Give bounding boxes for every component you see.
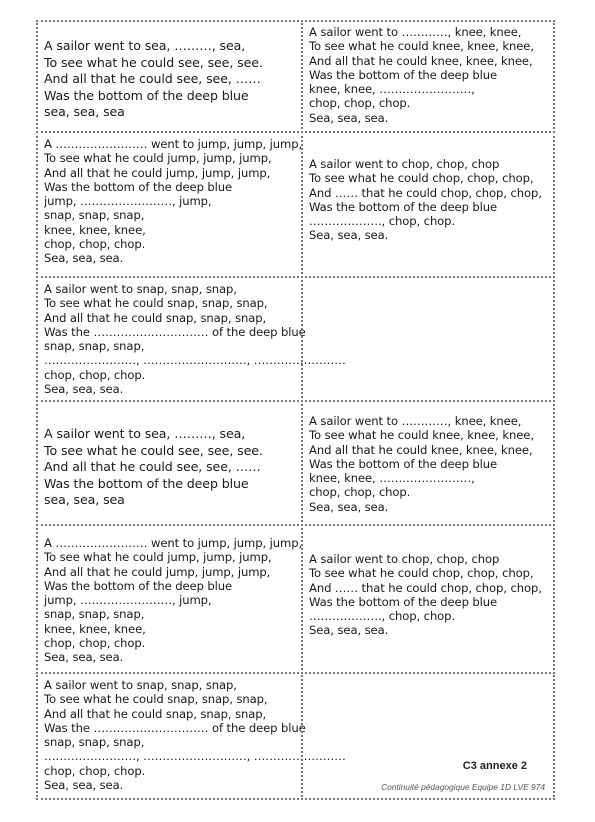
verse-card-sea xyxy=(36,400,303,526)
credit-line: Continuité pédagogique Equipe 1D LVE 974 xyxy=(381,782,545,792)
verse-line: Was the ………………………… of the deep blue xyxy=(44,720,306,735)
verse-line: Was the bottom of the deep blue xyxy=(44,475,249,491)
verse-line: To see what he could see, see, see. xyxy=(44,442,263,458)
verse-line: A sailor went to chop, chop, chop xyxy=(309,157,500,171)
verse-line: A sailor went to …………, knee, knee, xyxy=(309,414,522,428)
verse-line: A …………………… went to jump, jump, jump, xyxy=(44,137,303,151)
verse-line: chop, chop, chop. xyxy=(309,485,411,500)
verse-line: To see what he could snap, snap, snap, xyxy=(44,692,268,707)
empty-card xyxy=(301,276,555,402)
verse-line: sea, sea, sea xyxy=(44,104,125,120)
verse-line: To see what he could knee, knee, knee, xyxy=(309,39,534,54)
verse-line: To see what he could chop, chop, chop, xyxy=(309,171,534,186)
verse-line: And all that he could jump, jump, jump, xyxy=(44,564,271,579)
verse-line: jump, ……………………, jump, xyxy=(44,593,212,608)
verse-line: Was the bottom of the deep blue xyxy=(309,594,498,609)
verse-line: And all that he could knee, knee, knee, xyxy=(309,442,533,457)
verse-line: Sea, sea, sea. xyxy=(309,499,389,514)
verse-line: Was the bottom of the deep blue xyxy=(44,179,233,194)
verse-line: To see what he could snap, snap, snap, xyxy=(44,296,268,311)
verse-line: snap, snap, snap, xyxy=(44,339,145,354)
verse-lines xyxy=(303,133,553,243)
verse-line: Sea, sea, sea. xyxy=(309,228,389,243)
verse-line: jump, ……………………, jump, xyxy=(44,194,212,209)
card-row xyxy=(36,20,557,133)
verse-line: Was the ………………………… of the deep blue xyxy=(44,324,306,339)
verse-line: And all that he could snap, snap, snap, xyxy=(44,310,267,325)
verse-line: A …………………… went to jump, jump, jump, xyxy=(44,536,303,550)
verse-line: knee, knee, knee, xyxy=(44,222,146,237)
verse-line: chop, chop, chop. xyxy=(44,636,146,651)
card-row xyxy=(36,526,557,674)
verse-line: knee, knee, knee, xyxy=(44,621,146,636)
verse-line: A sailor went to snap, snap, snap, xyxy=(44,282,237,296)
verse-lines xyxy=(38,133,301,266)
verse-line: chop, chop, chop. xyxy=(44,763,146,778)
verse-line: To see what he could chop, chop, chop, xyxy=(309,566,534,581)
verse-line: And all that he could see, see, …… xyxy=(44,459,261,475)
card-row xyxy=(36,674,557,800)
verse-lines xyxy=(38,278,346,397)
verse-line: Sea, sea, sea. xyxy=(309,110,389,125)
verse-line: A sailor went to …………, knee, knee, xyxy=(309,25,522,39)
verse-line: And all that he could see, see, …… xyxy=(44,71,261,87)
verse-line: Was the bottom of the deep blue xyxy=(309,199,498,214)
verse-line: snap, snap, snap, xyxy=(44,208,145,223)
verse-line: Sea, sea, sea. xyxy=(44,778,124,793)
verse-lines xyxy=(38,402,301,509)
verse-card-jump xyxy=(36,524,303,674)
verse-line: And all that he could snap, snap, snap, xyxy=(44,706,267,721)
verse-line: chop, chop, chop. xyxy=(44,367,146,382)
annex-label: C3 annexe 2 xyxy=(462,760,527,772)
verse-line: chop, chop, chop. xyxy=(309,96,411,111)
verse-line: Was the bottom of the deep blue xyxy=(309,456,498,471)
verse-lines xyxy=(38,526,301,665)
verse-line: ……………………, ………………………, …………………… xyxy=(44,749,346,764)
verse-line: ………………., chop, chop. xyxy=(309,214,456,229)
verse-line: ……………………, ………………………, …………………… xyxy=(44,353,346,368)
verse-lines xyxy=(303,402,553,514)
verse-line: And …… that he could chop, chop, chop, xyxy=(309,185,542,200)
verse-line: And all that he could knee, knee, knee, xyxy=(309,53,533,68)
verse-lines xyxy=(38,674,346,793)
verse-card-sea xyxy=(36,20,303,133)
verse-line: Sea, sea, sea. xyxy=(44,382,124,397)
verse-line: To see what he could knee, knee, knee, xyxy=(309,428,534,443)
verse-line: Sea, sea, sea. xyxy=(309,623,389,638)
verse-line: To see what he could jump, jump, jump, xyxy=(44,151,272,166)
verse-card-chop xyxy=(301,131,555,278)
verse-card-snap xyxy=(36,672,346,800)
verse-line: Sea, sea, sea. xyxy=(44,251,124,266)
verse-lines xyxy=(303,526,553,638)
verse-line: snap, snap, snap, xyxy=(44,735,145,750)
verse-line: A sailor went to snap, snap, snap, xyxy=(44,678,237,692)
card-set-2 xyxy=(36,400,557,800)
footer-card xyxy=(301,672,555,800)
verse-line: And …… that he could chop, chop, chop, xyxy=(309,580,542,595)
verse-line: A sailor went to chop, chop, chop xyxy=(309,552,500,566)
verse-card-snap xyxy=(36,276,346,402)
verse-line: sea, sea, sea xyxy=(44,492,125,508)
verse-line: Was the bottom of the deep blue xyxy=(309,67,498,82)
verse-line: To see what he could see, see, see. xyxy=(44,54,263,70)
verse-line: ………………., chop, chop. xyxy=(309,609,456,624)
verse-line: snap, snap, snap, xyxy=(44,607,145,622)
card-row xyxy=(36,133,557,278)
worksheet xyxy=(36,20,557,800)
verse-line: To see what he could jump, jump, jump, xyxy=(44,550,272,565)
verse-card-knee xyxy=(301,20,555,133)
verse-line: Sea, sea, sea. xyxy=(44,650,124,665)
verse-card-jump xyxy=(36,131,303,278)
verse-card-chop xyxy=(301,524,555,674)
card-row xyxy=(36,278,557,402)
verse-lines xyxy=(303,22,553,125)
verse-line: And all that he could jump, jump, jump, xyxy=(44,165,271,180)
card-row xyxy=(36,400,557,526)
verse-line: A sailor went to sea, ………, sea, xyxy=(44,38,246,53)
verse-line: Was the bottom of the deep blue xyxy=(44,578,233,593)
verse-lines xyxy=(38,22,301,121)
verse-line: chop, chop, chop. xyxy=(44,237,146,252)
verse-card-knee xyxy=(301,400,555,526)
verse-line: knee, knee, ……………………, xyxy=(309,471,475,486)
verse-line: Was the bottom of the deep blue xyxy=(44,87,249,103)
verse-line: knee, knee, ……………………, xyxy=(309,82,475,97)
card-set-1 xyxy=(36,20,557,402)
verse-line: A sailor went to sea, ………, sea, xyxy=(44,426,246,441)
